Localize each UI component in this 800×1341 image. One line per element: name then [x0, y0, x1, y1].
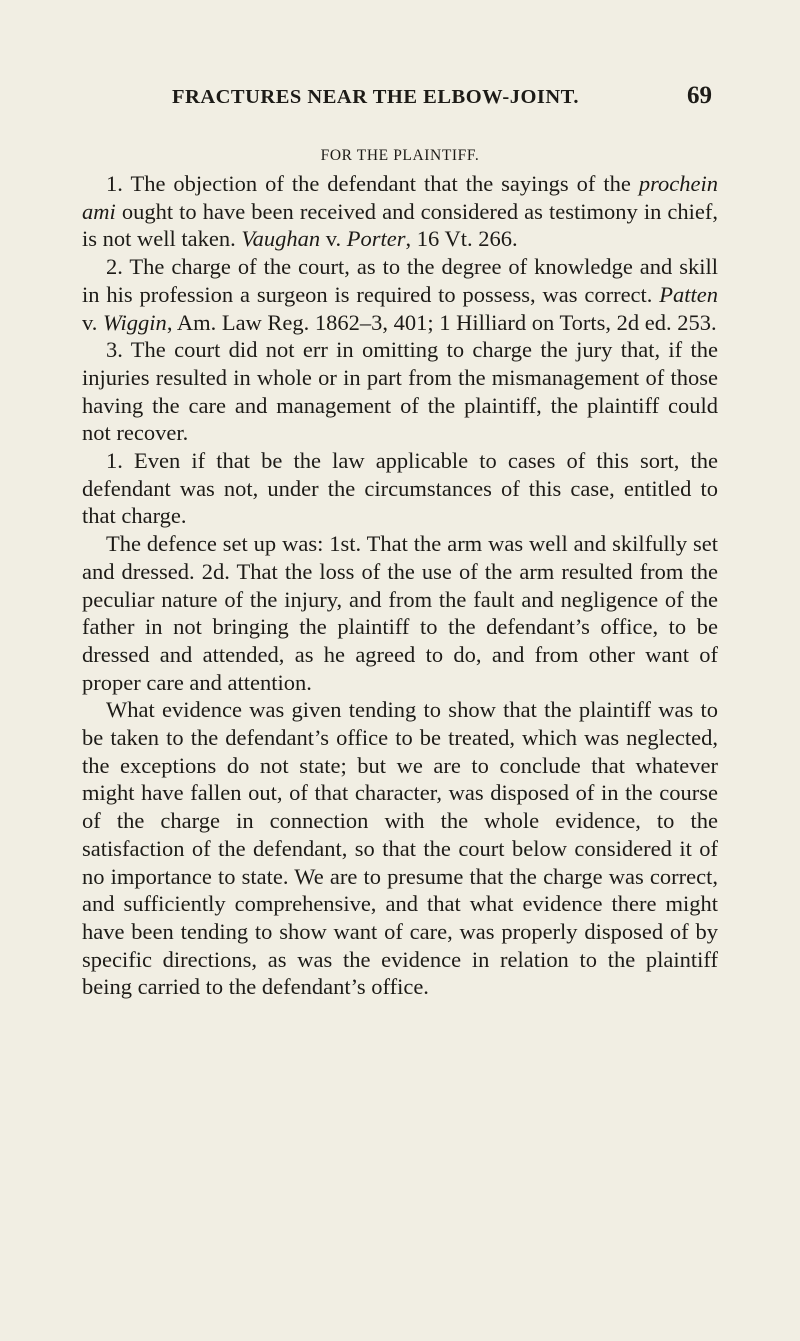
- page-number: 69: [687, 82, 712, 109]
- paragraph-1-text-a: 1. The objection of the defendant that the sayings of the: [106, 171, 639, 196]
- running-head: [172, 82, 712, 118]
- paragraph-1-italic-vaughan: Vaughan: [241, 226, 321, 252]
- paragraph-2-text-e: , Am. Law Reg. 1862–3, 401; 1 Hilliard on Torts, 2d ed. 253.: [166, 309, 717, 335]
- paragraph-2-text-c: v.: [82, 309, 104, 335]
- paragraph-1-text-g: , 16 Vt. 266.: [405, 226, 518, 252]
- paragraph-1-italic-prochein-ami: prochein ami: [82, 171, 718, 224]
- paragraph-5: The defence set up was: 1st. That the arm was well and skilfully set and dressed. 2d. That the loss of the use of the arm resulted from the peculiar nature of the injury, and from the fault and negligence of the father in not bringing the plaintiff to the defendant’s office, to be dressed and attended, as he agreed to do, and from other want of proper care and attention.: [82, 531, 718, 695]
- paragraph-3: 3. The court did not err in omitting to charge the jury that, if the injuries resulted in whole or in part from the mismanagement of those having the care and management of the plaintiff, the plaintiff could not recover.: [82, 337, 718, 446]
- running-title: FRACTURES NEAR THE ELBOW-JOINT.: [172, 86, 579, 108]
- paragraph-1: [82, 170, 718, 253]
- paragraph-2-italic-patten: Patten: [659, 281, 718, 307]
- paragraph-4: 1. Even if that be the law applicable to cases of this sort, the defendant was not, under the circumstances of this case, entitled to that charge.: [82, 448, 718, 529]
- paragraph-1-text-c: ought to have been received and considered as testimony in chief, is not well taken.: [82, 198, 718, 252]
- paragraph-1-italic-porter: Porter: [346, 226, 406, 252]
- paragraph-2-italic-wiggin: Wiggin: [103, 309, 167, 335]
- body-text: [82, 170, 718, 1001]
- paragraph-2: [82, 253, 718, 336]
- section-heading: FOR THE PLAINTIFF.: [320, 147, 480, 164]
- paragraph-1-text-e: v.: [320, 226, 347, 252]
- paragraph-2-text-a: 2. The charge of the court, as to the degree of knowledge and skill in his profession a surgeon is required to possess, was correct.: [82, 254, 718, 307]
- paragraph-6: What evidence was given tending to show that the plaintiff was to be taken to the defendant’s office to be treated, which was neglected, the exceptions do not state; but we are to conclude that whatever might have fallen out, of that character, was disposed of in the course of the charge in connection with the whole evidence, to the satisfaction of the defendant, so that the court below considered it of no importance to state. We are to presume that the charge was correct, and sufficiently comprehensive, and that what evidence there might have been tending to show want of care, was properly disposed of by specific directions, as was the evidence in relation to the plaintiff being carried to the defendant’s office.: [82, 697, 718, 1000]
